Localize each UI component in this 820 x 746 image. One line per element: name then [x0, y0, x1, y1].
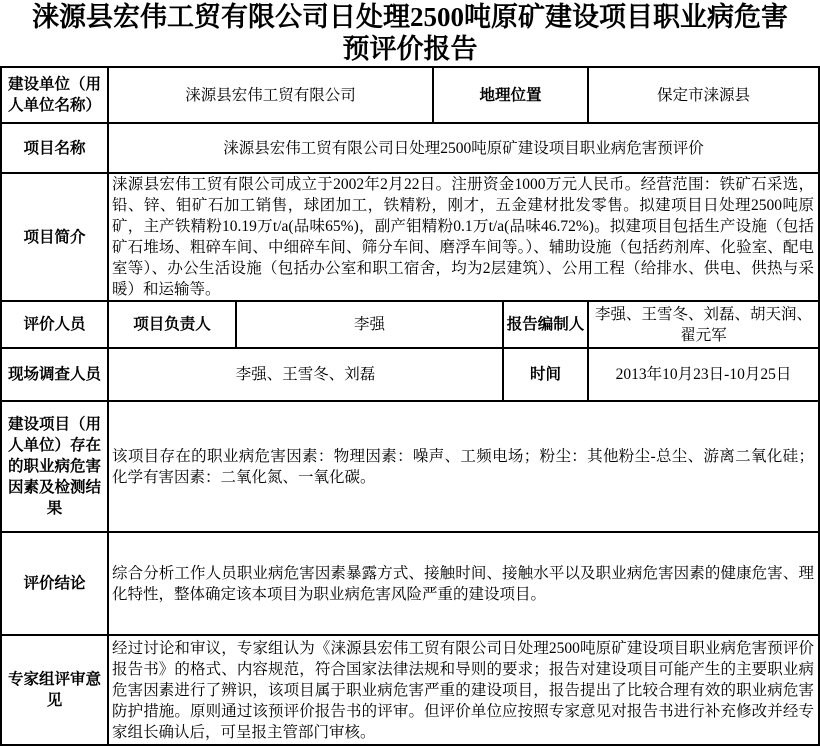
project-name-label: 项目名称 — [23, 139, 86, 157]
expert-review-label: 专家组评审意见 — [7, 671, 101, 709]
row-expert-review — [2, 634, 818, 744]
location-value: 保定市涞源县 — [587, 68, 818, 122]
row-hazards — [2, 400, 818, 531]
row-project-profile — [2, 172, 818, 300]
project-leader-label: 项目负责人 — [107, 302, 235, 347]
row-construction-unit — [2, 68, 818, 122]
row-evaluators — [2, 300, 818, 347]
conclusion-label: 评价结论 — [23, 575, 86, 592]
project-profile-value: 涞源县宏伟工贸有限公司成立于2002年2月22日。注册资金1000万元人民币。经营范围：铁矿石采选，铅、锌、钼矿石加工销售，球团加工，铁精粉，刚才，五金建材批发零售。拟建项目日处理2500吨原矿，主产铁精粉10.19万t/a(品味65%)，副产钼精粉0.1万t/a(品味46.72%)。拟建项目包括生产设施（包括矿石堆场、粗碎车间、中细碎车间、筛分车间、磨浮车间等。）、辅助设施（包括药剂库、化验室、配电室等）、办公生活设施（包括办公室和职工宿舍，均为2层建筑）、公用工程（给排水、供电、供热与采暖）和运输等。 — [107, 174, 818, 300]
hazards-label: 建设项目（用人单位）存在的职业病危害因素及检测结果 — [7, 416, 101, 517]
expert-review-value: 经过讨论和审议，专家组认为《涞源县宏伟工贸有限公司日处理2500吨原矿建设项目职业病危害预评价报告书》的格式、内容规范，符合国家法律法规和导则的要求；报告对建设项目可能产生的主要职业病危害因素进行了辨识，该项目属于职业病危害严重的建设项目，报告提出了比较合理有效的职业病危害防护措施。原则通过该预评价报告书的评审。但评价单位应按照专家意见对报告书进行补充修改并经专家组长确认后，可呈报主管部门审核。 — [107, 636, 818, 744]
row-survey — [2, 347, 818, 400]
row-conclusion — [2, 531, 818, 634]
survey-personnel-value: 李强、王雪冬、刘磊 — [107, 349, 502, 400]
project-name-value: 涞源县宏伟工贸有限公司日处理2500吨原矿建设项目职业病危害预评价 — [107, 124, 818, 172]
report-writers-label: 报告编制人 — [502, 302, 587, 347]
construction-unit-value: 涞源县宏伟工贸有限公司 — [107, 68, 432, 122]
survey-time-value: 2013年10月23日-10月25日 — [587, 349, 818, 400]
report-writers-value: 李强、王雪冬、刘磊、胡天润、翟元军 — [587, 302, 818, 347]
survey-personnel-label: 现场调查人员 — [7, 366, 101, 383]
project-profile-label: 项目简介 — [23, 228, 86, 246]
survey-time-label: 时间 — [502, 349, 587, 400]
report-title: 涞源县宏伟工贸有限公司日处理2500吨原矿建设项目职业病危害预评价报告 — [32, 2, 788, 64]
conclusion-value: 综合分析工作人员职业病危害因素暴露方式、接触时间、接触水平以及职业病危害因素的健康危害、理化特性，整体确定该本项目为职业病危害风险严重的建设项目。 — [107, 533, 818, 634]
row-project-name — [2, 122, 818, 172]
hazards-value: 该项目存在的职业病危害因素：物理因素：噪声、工频电场；粉尘：其他粉尘-总尘、游离二氧化硅；化学有害因素：二氧化氮、一氧化碳。 — [107, 402, 818, 531]
project-leader-value: 李强 — [235, 302, 502, 347]
location-label: 地理位置 — [432, 68, 587, 122]
report-table — [0, 66, 820, 746]
construction-unit-label: 建设单位（用人单位名称） — [7, 76, 101, 114]
evaluators-label: 评价人员 — [23, 316, 86, 333]
